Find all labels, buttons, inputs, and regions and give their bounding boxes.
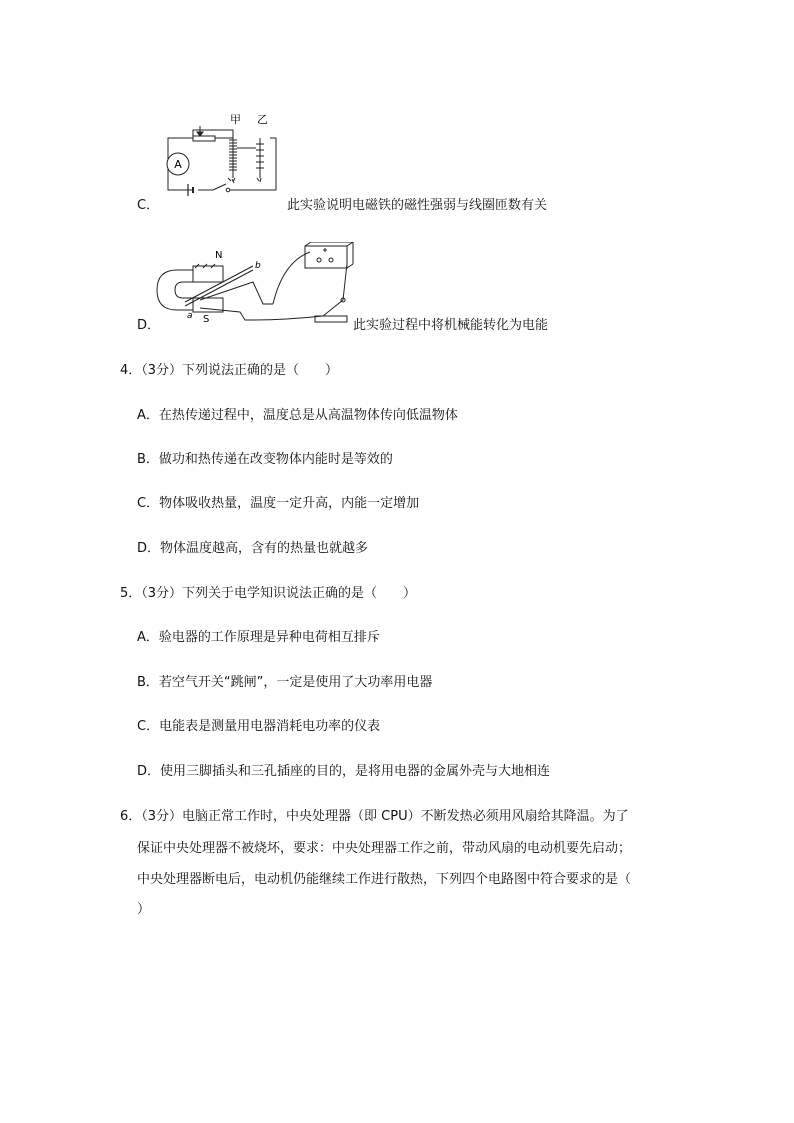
option-d: D．物体温度越高，含有的热量也就越多 [137,541,369,556]
q3-option-c-text: 此实验说明电磁铁的磁性强弱与线圈匝数有关 [287,198,548,213]
question-stem-line-2: 保证中央处理器不被烧坏，要求：中央处理器工作之前，带动风扇的电动机要先启动； [137,841,632,856]
label-yi: 乙 [257,113,268,126]
question-stem: 5．（3分）下列关于电学知识说法正确的是（ ） [120,586,417,601]
option-c: C．物体吸收热量，温度一定升高，内能一定增加 [137,496,420,511]
question-stem-line-4: ） [137,902,151,917]
ammeter-label: A [174,158,182,171]
option-c: C．电能表是测量用电器消耗电功率的仪表 [137,719,381,734]
label-a: a [187,311,193,321]
label-b: b [255,261,261,271]
question-stem-line-1: 6．（3分）电脑正常工作时，中央处理器（即 CPU）不断发热必须用风扇给其降温。为了 [120,809,629,824]
option-a: A．在热传递过程中，温度总是从高温物体传向低温物体 [137,408,458,423]
q3-option-d-text: 此实验过程中将机械能转化为电能 [353,318,549,333]
label-jia: 甲 [230,113,241,126]
option-b: B．若空气开关“跳闸”，一定是使用了大功率用电器 [137,675,433,690]
label-s: S [203,314,210,325]
option-b: B．做功和热传递在改变物体内能时是等效的 [137,452,393,467]
q3-option-d-letter: D． [137,318,161,333]
electromagnet-figure [158,108,288,198]
induction-figure [155,242,365,330]
option-a: A．验电器的工作原理是异种电荷相互排斥 [137,630,380,645]
q3-option-c-letter: C． [137,198,160,213]
question-stem: 4．（3分）下列说法正确的是（ ） [120,363,339,378]
option-d: D．使用三脚插头和三孔插座的目的，是将用电器的金属外壳与大地相连 [137,764,551,779]
label-n: N [215,250,223,261]
question-stem-line-3: 中央处理器断电后，电动机仍能继续工作进行散热，下列四个电路图中符合要求的是（ [137,872,632,887]
